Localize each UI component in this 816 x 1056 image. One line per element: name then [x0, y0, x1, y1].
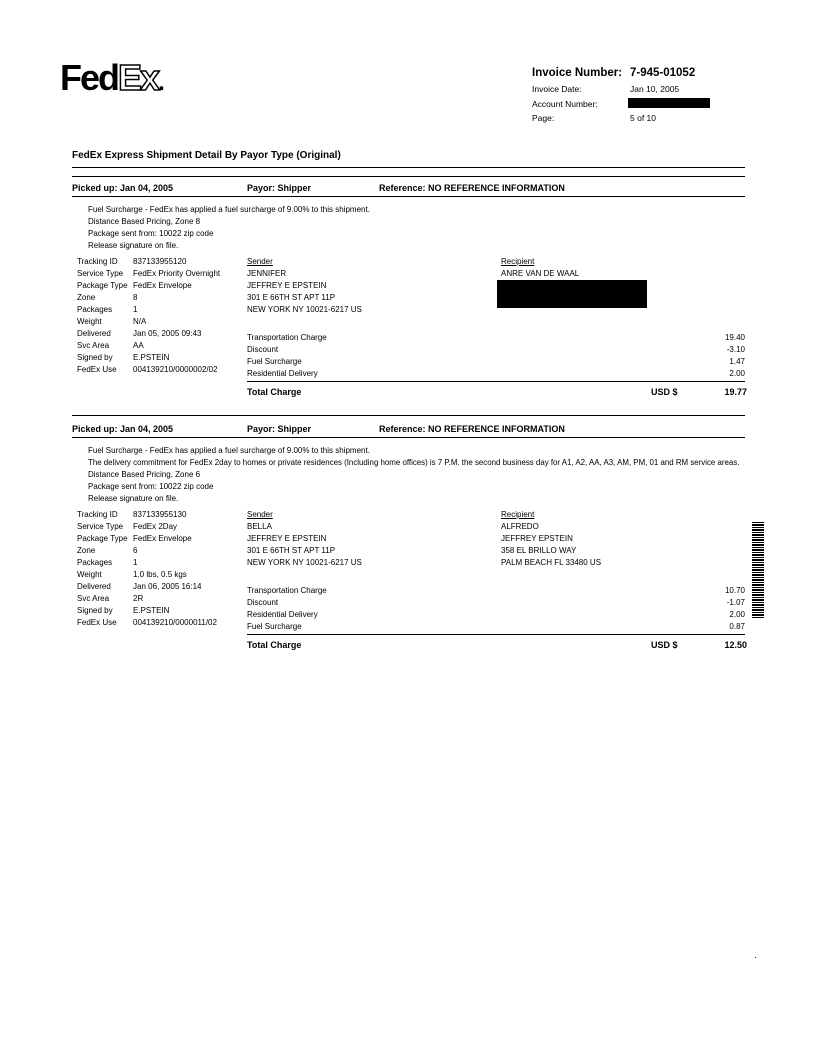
- divider: [72, 437, 745, 438]
- divider: [72, 415, 745, 416]
- fedex-use-label: FedEx Use: [77, 618, 117, 627]
- divider: [247, 634, 745, 635]
- package-type: FedEx Envelope: [133, 281, 192, 290]
- signed-by-label: Signed by: [77, 353, 113, 362]
- logo-dot: .: [158, 69, 163, 96]
- weight: 1.0 lbs, 0.5 kgs: [133, 570, 187, 579]
- zone: 6: [133, 546, 138, 555]
- invoice-date-label: Invoice Date:: [532, 84, 582, 94]
- tracking-id: 837133955120: [133, 257, 187, 266]
- package-type: FedEx Envelope: [133, 534, 192, 543]
- svc-area: AA: [133, 341, 144, 350]
- recipient-line: 358 EL BRILLO WAY: [501, 546, 577, 555]
- fedex-use: 004139210/0000002/02: [133, 365, 218, 374]
- tracking-id-label: Tracking ID: [77, 510, 118, 519]
- zone: 8: [133, 293, 138, 302]
- note: Fuel Surcharge - FedEx has applied a fuel surcharge of 9.00% to this shipment.: [88, 205, 370, 214]
- fedex-use-label: FedEx Use: [77, 365, 117, 374]
- sender-line: JEFFREY E EPSTEIN: [247, 281, 327, 290]
- total-charge: 19.77: [724, 387, 747, 397]
- note: Distance Based Pricing, Zone 6: [88, 470, 201, 479]
- divider: [72, 196, 745, 197]
- currency: USD $: [651, 640, 678, 650]
- total-charge-label: Total Charge: [247, 387, 302, 397]
- account-number-redaction: [628, 98, 710, 108]
- delivered-label: Delivered: [77, 582, 111, 591]
- delivered-label: Delivered: [77, 329, 111, 338]
- tracking-id: 837133955130: [133, 510, 187, 519]
- divider: [72, 167, 745, 168]
- charge-amount: -1.07: [726, 598, 745, 607]
- charge-label: Residential Delivery: [247, 610, 318, 619]
- page-number: 5 of 10: [630, 113, 656, 123]
- note: The delivery commitment for FedEx 2day to homes or private residences (Including home offices) is 7 P.M. the second business day for A1, A2, AA, A3, AM, PM, 01 and RM service areas.: [88, 458, 740, 467]
- invoice-number: 7-945-01052: [630, 67, 696, 79]
- divider: [72, 176, 745, 177]
- sender-line: 301 E 66TH ST APT 11P: [247, 546, 336, 555]
- package-type-label: Package Type: [77, 281, 128, 290]
- recipient-address-redaction: [497, 280, 647, 308]
- barcode: [752, 522, 764, 618]
- fedex-use: 004139210/0000011/02: [133, 618, 217, 627]
- note: Package sent from: 10022 zip code: [88, 482, 214, 491]
- section-title: FedEx Express Shipment Detail By Payor Type (Original): [72, 150, 341, 161]
- note: Distance Based Pricing, Zone 8: [88, 217, 201, 226]
- recipient-line: PALM BEACH FL 33480 US: [501, 558, 602, 567]
- picked-up: Picked up: Jan 04, 2005: [72, 183, 174, 193]
- package-type-label: Package Type: [77, 534, 128, 543]
- note: Fuel Surcharge - FedEx has applied a fuel surcharge of 9.00% to this shipment.: [88, 446, 370, 455]
- footer-mark: .: [754, 950, 757, 961]
- sender-label: Sender: [247, 257, 273, 266]
- sender-label: Sender: [247, 510, 273, 519]
- picked-up: Picked up: Jan 04, 2005: [72, 424, 174, 434]
- charge-amount: 19.40: [724, 333, 745, 342]
- charge-amount: 1.47: [729, 357, 745, 366]
- service-type: FedEx Priority Overnight: [133, 269, 221, 278]
- payor: Payor: Shipper: [247, 424, 312, 434]
- sender-line: JEFFREY E EPSTEIN: [247, 534, 327, 543]
- recipient-label: Recipient: [501, 257, 535, 266]
- charge-amount: 0.87: [729, 622, 745, 631]
- charge-label: Discount: [247, 598, 279, 607]
- zone-label: Zone: [77, 293, 96, 302]
- charge-amount: 2.00: [729, 610, 745, 619]
- packages: 1: [133, 558, 138, 567]
- delivered: Jan 06, 2005 16:14: [133, 582, 202, 591]
- svc-area-label: Svc Area: [77, 594, 110, 603]
- packages-label: Packages: [77, 305, 113, 314]
- charge-amount: -3.10: [726, 345, 745, 354]
- recipient-label: Recipient: [501, 510, 535, 519]
- page-label: Page:: [532, 113, 555, 123]
- charge-label: Fuel Surcharge: [247, 357, 302, 366]
- sender-line: JENNIFER: [247, 269, 287, 278]
- svc-area: 2R: [133, 594, 144, 603]
- svc-area-label: Svc Area: [77, 341, 110, 350]
- reference: Reference: NO REFERENCE INFORMATION: [379, 183, 565, 193]
- recipient-line: JEFFREY EPSTEIN: [501, 534, 573, 543]
- charge-label: Transportation Charge: [247, 333, 327, 342]
- charge-amount: 2.00: [729, 369, 745, 378]
- sender-line: NEW YORK NY 10021-6217 US: [247, 558, 362, 567]
- invoice-date: Jan 10, 2005: [630, 84, 680, 94]
- signed-by: E.PSTEIN: [133, 606, 170, 615]
- weight-label: Weight: [77, 570, 102, 579]
- payor: Payor: Shipper: [247, 183, 312, 193]
- service-type-label: Service Type: [77, 269, 124, 278]
- total-charge: 12.50: [724, 640, 747, 650]
- logo-ex: Ex: [118, 57, 159, 98]
- recipient-line: ALFREDO: [501, 522, 539, 531]
- sender-line: BELLA: [247, 522, 272, 531]
- charge-amount: 10.70: [724, 586, 745, 595]
- sender-line: 301 E 66TH ST APT 11P: [247, 293, 336, 302]
- charge-label: Discount: [247, 345, 279, 354]
- total-charge-label: Total Charge: [247, 640, 302, 650]
- sender-line: NEW YORK NY 10021-6217 US: [247, 305, 362, 314]
- fedex-logo: [60, 58, 163, 103]
- tracking-id-label: Tracking ID: [77, 257, 118, 266]
- service-type: FedEx 2Day: [133, 522, 178, 531]
- packages-label: Packages: [77, 558, 113, 567]
- signed-by: E.PSTEIN: [133, 353, 170, 362]
- charge-label: Residential Delivery: [247, 369, 318, 378]
- charge-label: Transportation Charge: [247, 586, 327, 595]
- packages: 1: [133, 305, 138, 314]
- logo-fed: Fed: [60, 57, 119, 98]
- invoice-number-label: Invoice Number:: [532, 67, 623, 79]
- divider: [247, 381, 745, 382]
- weight-label: Weight: [77, 317, 102, 326]
- note: Release signature on file.: [88, 494, 179, 503]
- recipient-line: ANRE VAN DE WAAL: [501, 269, 580, 278]
- currency: USD $: [651, 387, 678, 397]
- weight: N/A: [133, 317, 147, 326]
- service-type-label: Service Type: [77, 522, 124, 531]
- signed-by-label: Signed by: [77, 606, 113, 615]
- note: Package sent from: 10022 zip code: [88, 229, 214, 238]
- charge-label: Fuel Surcharge: [247, 622, 302, 631]
- reference: Reference: NO REFERENCE INFORMATION: [379, 424, 565, 434]
- zone-label: Zone: [77, 546, 96, 555]
- note: Release signature on file.: [88, 241, 179, 250]
- account-number-label: Account Number:: [532, 99, 598, 109]
- delivered: Jan 05, 2005 09:43: [133, 329, 202, 338]
